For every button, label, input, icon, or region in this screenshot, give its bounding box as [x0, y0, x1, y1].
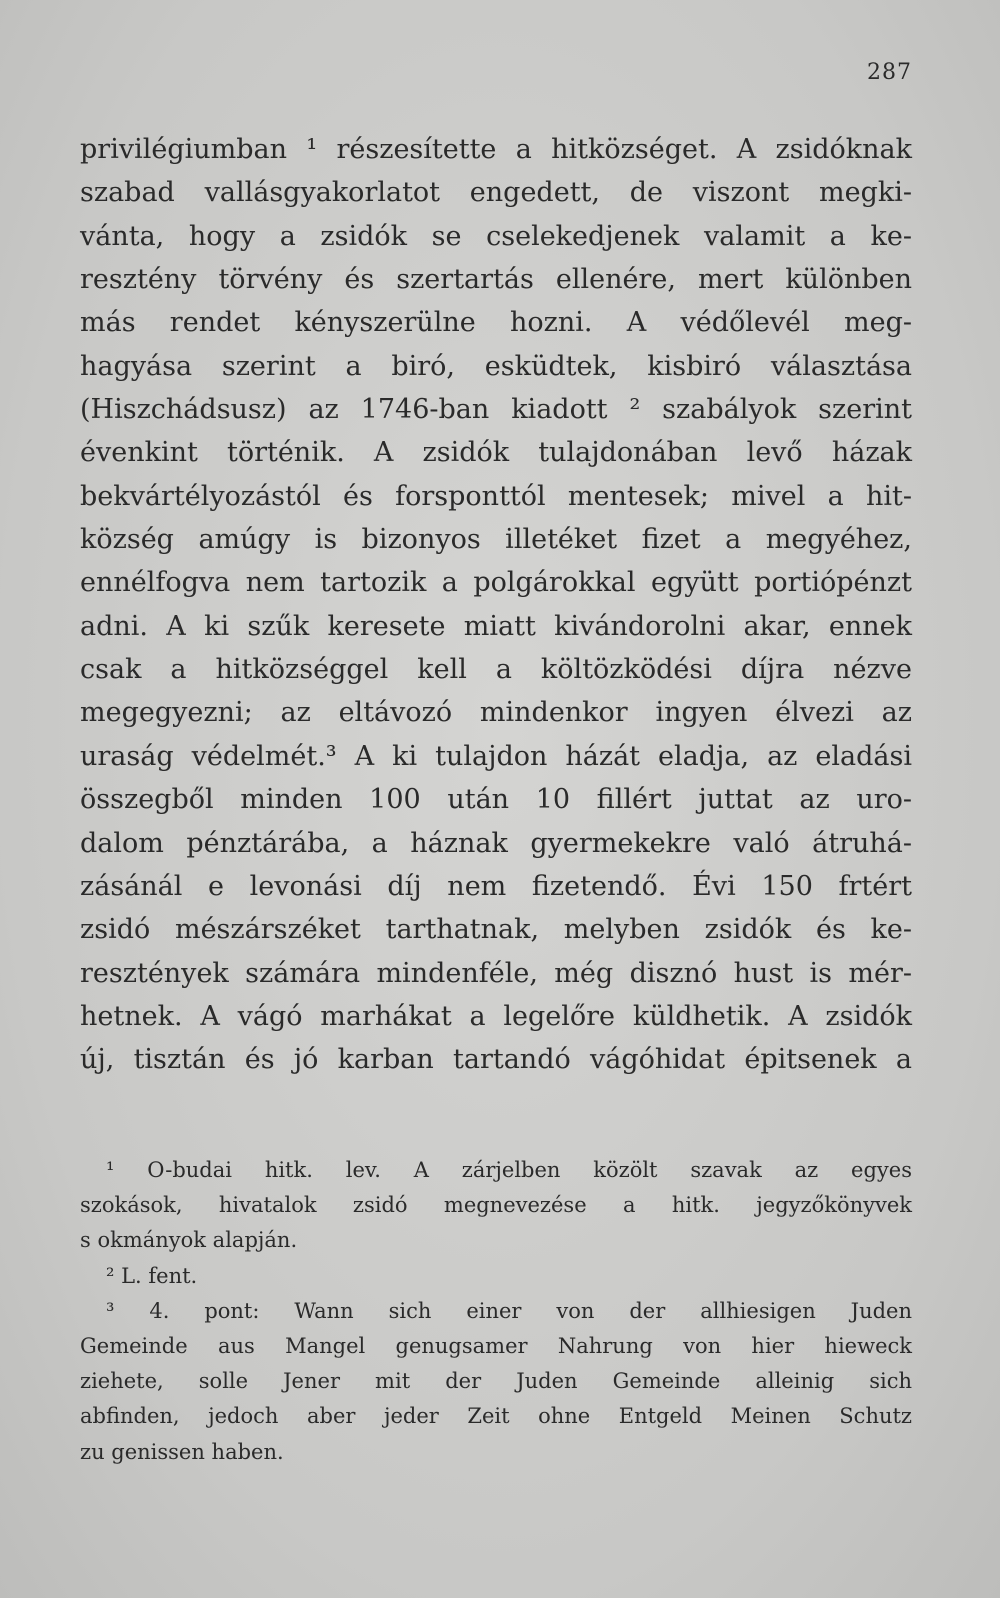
- text-line: bekvártélyozástól és forsponttól mentesek; mivel a hit-: [80, 480, 912, 512]
- footnote-line: Gemeinde aus Mangel genugsamer Nahrung von hier hieweck: [80, 1333, 912, 1358]
- text-line: hagyása szerint a biró, esküdtek, kisbiró választása: [80, 350, 912, 382]
- text-line: dalom pénztárába, a háznak gyermekekre való átruhá-: [80, 827, 912, 859]
- footnote-line: zu genissen haben.: [80, 1439, 284, 1464]
- footnote-3: [80, 1294, 912, 1470]
- footnote-line: s okmányok alapján.: [80, 1228, 298, 1253]
- text-line: resztény törvény és szertartás ellenére, mert különben: [80, 264, 912, 296]
- text-line: (Hiszchádsusz) az 1746-ban kiadott ² szabályok szerint: [80, 394, 912, 426]
- text-line: adni. A ki szűk keresete miatt kivándorolni akar, ennek: [80, 610, 912, 642]
- footnote-line: szokások, hivatalok zsidó megnevezése a hitk. jegyzőkönyvek: [80, 1193, 912, 1218]
- text-line: csak a hitközséggel kell a költözködési díjra nézve: [80, 654, 912, 686]
- page-number: 287: [867, 60, 912, 85]
- text-line: más rendet kényszerülne hozni. A védőlevél meg-: [80, 307, 912, 339]
- text-line: község amúgy is bizonyos illetéket fizet a megyéhez,: [80, 524, 912, 556]
- text-line: összegből minden 100 után 10 fillért juttat az uro-: [80, 784, 912, 816]
- footnote-line: ziehete, solle Jener mit der Juden Gemeinde alleinig sich: [80, 1369, 912, 1394]
- footnotes-block: [80, 1153, 912, 1470]
- text-line: ennélfogva nem tartozik a polgárokkal együtt portiópénzt: [80, 567, 912, 599]
- text-line: évenkint történik. A zsidók tulajdonában levő házak: [80, 437, 912, 469]
- text-line: szabad vallásgyakorlatot engedett, de viszont megki-: [80, 177, 912, 209]
- text-line: hetnek. A vágó marhákat a legelőre küldhetik. A zsidók: [80, 1000, 912, 1032]
- footnote-1: [80, 1153, 912, 1259]
- text-line: zsidó mészárszéket tarthatnak, melyben zsidók és ke-: [80, 914, 912, 946]
- text-line: zásánál e levonási díj nem fizetendő. Évi 150 frtért: [80, 870, 912, 902]
- text-line: új, tisztán és jó karban tartandó vágóhidat épitsenek a: [80, 1044, 912, 1076]
- text-line: privilégiumban ¹ részesítette a hitközséget. A zsidóknak: [80, 134, 912, 165]
- text-line: resztények számára mindenféle, még disznó hust is mér-: [80, 957, 912, 989]
- main-text-block: [80, 128, 912, 1082]
- footnote-line: abfinden, jedoch aber jeder Zeit ohne Entgeld Meinen Schutz: [80, 1404, 912, 1429]
- footnote-line: ² L. fent.: [106, 1263, 198, 1288]
- footnote-line: ³ 4. pont: Wann sich einer von der allhiesigen Juden: [106, 1298, 912, 1323]
- footnote-2: [80, 1259, 912, 1294]
- text-line: uraság védelmét.³ A ki tulajdon házát eladja, az eladási: [80, 740, 912, 772]
- text-line: megegyezni; az eltávozó mindenkor ingyen élvezi az: [80, 697, 912, 729]
- text-line: vánta, hogy a zsidók se cselekedjenek valamit a ke-: [80, 220, 912, 252]
- footnote-line: ¹ O-budai hitk. lev. A zárjelben közölt szavak az egyes: [106, 1158, 912, 1182]
